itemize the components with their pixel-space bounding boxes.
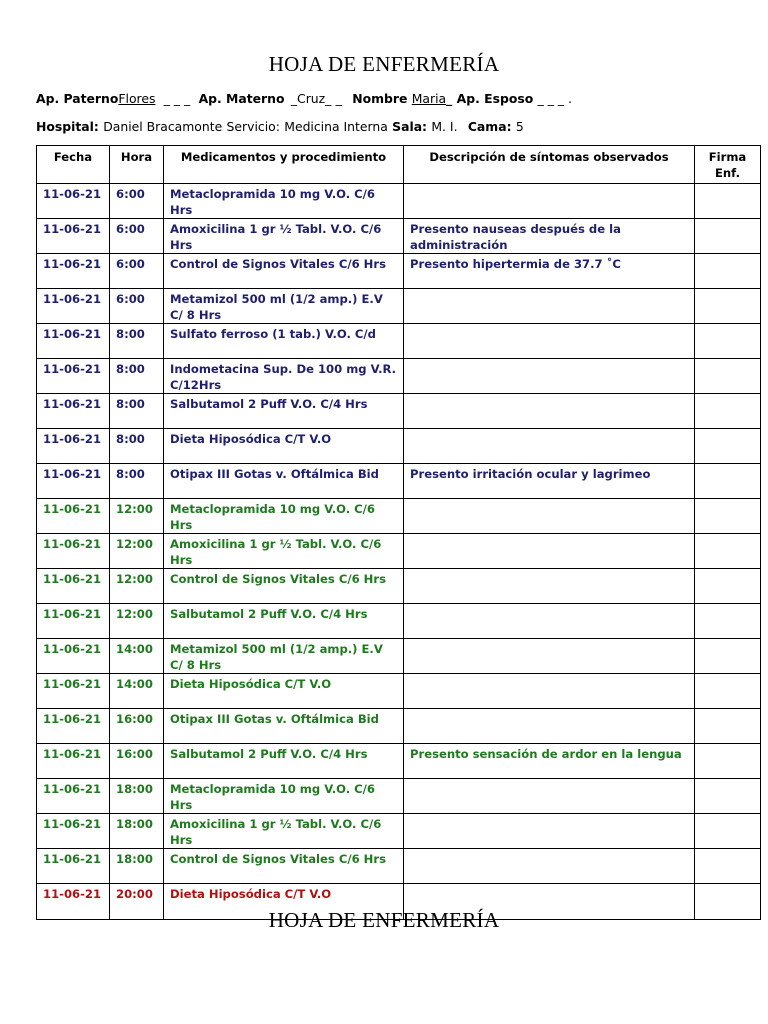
cell-fecha: 11-06-21 xyxy=(37,534,110,569)
table-row xyxy=(37,184,761,219)
table-row xyxy=(37,219,761,254)
hospital-value: Daniel Bracamonte xyxy=(103,119,223,134)
table-row xyxy=(37,394,761,429)
cell-descripcion xyxy=(404,499,695,534)
cell-hora: 14:00 xyxy=(110,639,164,674)
cell-fecha: 11-06-21 xyxy=(37,849,110,884)
cell-fecha: 11-06-21 xyxy=(37,674,110,709)
cell-medicamento: Sulfato ferroso (1 tab.) V.O. C/d xyxy=(164,324,404,359)
cell-fecha: 11-06-21 xyxy=(37,884,110,920)
cell-hora: 12:00 xyxy=(110,569,164,604)
cell-medicamento: Metaclopramida 10 mg V.O. C/6 Hrs xyxy=(164,779,404,814)
cell-fecha: 11-06-21 xyxy=(37,709,110,744)
cell-firma xyxy=(695,394,761,429)
cell-hora: 12:00 xyxy=(110,499,164,534)
cell-medicamento: Control de Signos Vitales C/6 Hrs xyxy=(164,569,404,604)
cell-descripcion xyxy=(404,709,695,744)
table-row xyxy=(37,464,761,499)
cell-medicamento: Salbutamol 2 Puff V.O. C/4 Hrs xyxy=(164,394,404,429)
cell-hora: 8:00 xyxy=(110,464,164,499)
cell-fecha: 11-06-21 xyxy=(37,359,110,394)
cell-hora: 8:00 xyxy=(110,394,164,429)
cell-fecha: 11-06-21 xyxy=(37,779,110,814)
cell-descripcion xyxy=(404,674,695,709)
cell-fecha: 11-06-21 xyxy=(37,744,110,779)
cell-descripcion xyxy=(404,184,695,219)
cell-medicamento: Dieta Hiposódica C/T V.O xyxy=(164,429,404,464)
cell-hora: 16:00 xyxy=(110,709,164,744)
table-row xyxy=(37,534,761,569)
cell-fecha: 11-06-21 xyxy=(37,254,110,289)
cell-descripcion xyxy=(404,849,695,884)
cell-firma xyxy=(695,604,761,639)
cell-descripcion xyxy=(404,534,695,569)
cell-descripcion: Presento hipertermia de 37.7 ˚C xyxy=(404,254,695,289)
hospital-line xyxy=(36,119,524,134)
table-header-row xyxy=(37,146,761,184)
cell-hora: 12:00 xyxy=(110,604,164,639)
document-title: HOJA DE ENFERMERÍA xyxy=(268,52,500,76)
table-row xyxy=(37,744,761,779)
nursing-table xyxy=(36,145,761,920)
cell-firma xyxy=(695,639,761,674)
cell-hora: 6:00 xyxy=(110,219,164,254)
sala-value: M. I. xyxy=(431,119,458,134)
header-hora: Hora xyxy=(110,146,164,184)
cama-label: Cama: xyxy=(467,119,512,134)
table-row xyxy=(37,569,761,604)
cell-fecha: 11-06-21 xyxy=(37,604,110,639)
table-row xyxy=(37,814,761,849)
cell-descripcion: Presento sensación de ardor en la lengua xyxy=(404,744,695,779)
cell-hora: 14:00 xyxy=(110,674,164,709)
cell-firma xyxy=(695,709,761,744)
cell-descripcion xyxy=(404,429,695,464)
sala-label: Sala: xyxy=(392,119,428,134)
cell-firma xyxy=(695,814,761,849)
cell-firma xyxy=(695,779,761,814)
cell-hora: 20:00 xyxy=(110,884,164,920)
patient-name-line xyxy=(36,91,572,106)
cell-descripcion xyxy=(404,814,695,849)
cell-fecha: 11-06-21 xyxy=(37,289,110,324)
ap-paterno-value: Flores xyxy=(118,91,156,106)
cell-medicamento: Amoxicilina 1 gr ½ Tabl. V.O. C/6 Hrs xyxy=(164,814,404,849)
cell-descripcion: Presento irritación ocular y lagrimeo xyxy=(404,464,695,499)
servicio-label: Servicio: xyxy=(226,119,280,134)
cell-fecha: 11-06-21 xyxy=(37,219,110,254)
cell-medicamento: Control de Signos Vitales C/6 Hrs xyxy=(164,254,404,289)
ap-paterno-label: Ap. Paterno xyxy=(36,91,119,106)
cell-firma xyxy=(695,359,761,394)
cell-hora: 6:00 xyxy=(110,254,164,289)
cell-fecha: 11-06-21 xyxy=(37,324,110,359)
header-firma: Firma Enf. xyxy=(695,146,761,184)
cell-descripcion xyxy=(404,569,695,604)
cell-fecha: 11-06-21 xyxy=(37,429,110,464)
cell-medicamento: Metaclopramida 10 mg V.O. C/6 Hrs xyxy=(164,184,404,219)
cell-descripcion xyxy=(404,604,695,639)
cell-firma xyxy=(695,849,761,884)
cell-firma xyxy=(695,499,761,534)
cell-fecha: 11-06-21 xyxy=(37,394,110,429)
cell-fecha: 11-06-21 xyxy=(37,814,110,849)
cell-descripcion xyxy=(404,324,695,359)
servicio-value: Medicina Interna xyxy=(284,119,388,134)
table-row xyxy=(37,709,761,744)
cell-firma xyxy=(695,744,761,779)
cell-firma xyxy=(695,429,761,464)
cama-value: 5 xyxy=(515,119,524,134)
cell-descripcion xyxy=(404,359,695,394)
cell-medicamento: Control de Signos Vitales C/6 Hrs xyxy=(164,849,404,884)
cell-firma xyxy=(695,534,761,569)
ap-esposo-label: _ Ap. Esposo xyxy=(446,91,534,106)
nombre-value: Maria xyxy=(411,91,447,106)
cell-fecha: 11-06-21 xyxy=(37,499,110,534)
nombre-label: Nombre xyxy=(352,91,408,106)
hospital-label: Hospital: xyxy=(36,119,99,134)
table-row xyxy=(37,849,761,884)
cell-hora: 18:00 xyxy=(110,849,164,884)
ap-materno-blanks: _ xyxy=(335,91,342,106)
cell-firma xyxy=(695,569,761,604)
cell-fecha: 11-06-21 xyxy=(37,569,110,604)
cell-medicamento: Dieta Hiposódica C/T V.O xyxy=(164,884,404,920)
cell-descripcion xyxy=(404,779,695,814)
cell-medicamento: Salbutamol 2 Puff V.O. C/4 Hrs xyxy=(164,744,404,779)
cell-hora: 6:00 xyxy=(110,289,164,324)
table-row xyxy=(37,359,761,394)
table-row xyxy=(37,429,761,464)
header-medicamentos: Medicamentos y procedimiento xyxy=(164,146,404,184)
cell-descripcion xyxy=(404,289,695,324)
cell-hora: 18:00 xyxy=(110,814,164,849)
ap-paterno-blanks: _ _ _ xyxy=(163,91,191,106)
cell-hora: 8:00 xyxy=(110,359,164,394)
cell-hora: 8:00 xyxy=(110,324,164,359)
cell-firma xyxy=(695,674,761,709)
table-row xyxy=(37,499,761,534)
ap-esposo-value: _ _ _ . xyxy=(537,91,572,106)
ap-materno-label: Ap. Materno xyxy=(198,91,285,106)
cell-medicamento: Salbutamol 2 Puff V.O. C/4 Hrs xyxy=(164,604,404,639)
cell-hora: 6:00 xyxy=(110,184,164,219)
cell-hora: 8:00 xyxy=(110,429,164,464)
table-row xyxy=(37,324,761,359)
cell-medicamento: Amoxicilina 1 gr ½ Tabl. V.O. C/6 Hrs xyxy=(164,534,404,569)
cell-fecha: 11-06-21 xyxy=(37,184,110,219)
cell-medicamento: Otipax III Gotas v. Oftálmica Bid xyxy=(164,464,404,499)
table-row xyxy=(37,289,761,324)
cell-medicamento: Metaclopramida 10 mg V.O. C/6 Hrs xyxy=(164,499,404,534)
cell-firma xyxy=(695,219,761,254)
cell-hora: 16:00 xyxy=(110,744,164,779)
cell-descripcion xyxy=(404,394,695,429)
cell-hora: 12:00 xyxy=(110,534,164,569)
cell-medicamento: Otipax III Gotas v. Oftálmica Bid xyxy=(164,709,404,744)
cell-fecha: 11-06-21 xyxy=(37,639,110,674)
cell-descripcion: Presento nauseas después de la administración xyxy=(404,219,695,254)
cell-firma xyxy=(695,464,761,499)
cell-firma xyxy=(695,324,761,359)
cell-firma xyxy=(695,184,761,219)
document-footer-title: HOJA DE ENFERMERÍA xyxy=(268,908,500,932)
table-row xyxy=(37,639,761,674)
cell-firma xyxy=(695,289,761,324)
cell-medicamento: Indometacina Sup. De 100 mg V.R. C/12Hrs xyxy=(164,359,404,394)
cell-medicamento: Metamizol 500 ml (1/2 amp.) E.V C/ 8 Hrs xyxy=(164,639,404,674)
cell-hora: 18:00 xyxy=(110,779,164,814)
table-row xyxy=(37,604,761,639)
cell-fecha: 11-06-21 xyxy=(37,464,110,499)
table-row xyxy=(37,674,761,709)
table-row xyxy=(37,254,761,289)
cell-firma xyxy=(695,254,761,289)
header-descripcion: Descripción de síntomas observados xyxy=(404,146,695,184)
header-fecha: Fecha xyxy=(37,146,110,184)
ap-materno-value: _Cruz_ xyxy=(290,91,332,106)
table-body xyxy=(37,184,761,920)
cell-medicamento: Metamizol 500 ml (1/2 amp.) E.V C/ 8 Hrs xyxy=(164,289,404,324)
table-row xyxy=(37,779,761,814)
cell-medicamento: Dieta Hiposódica C/T V.O xyxy=(164,674,404,709)
cell-descripcion xyxy=(404,639,695,674)
cell-medicamento: Amoxicilina 1 gr ½ Tabl. V.O. C/6 Hrs xyxy=(164,219,404,254)
